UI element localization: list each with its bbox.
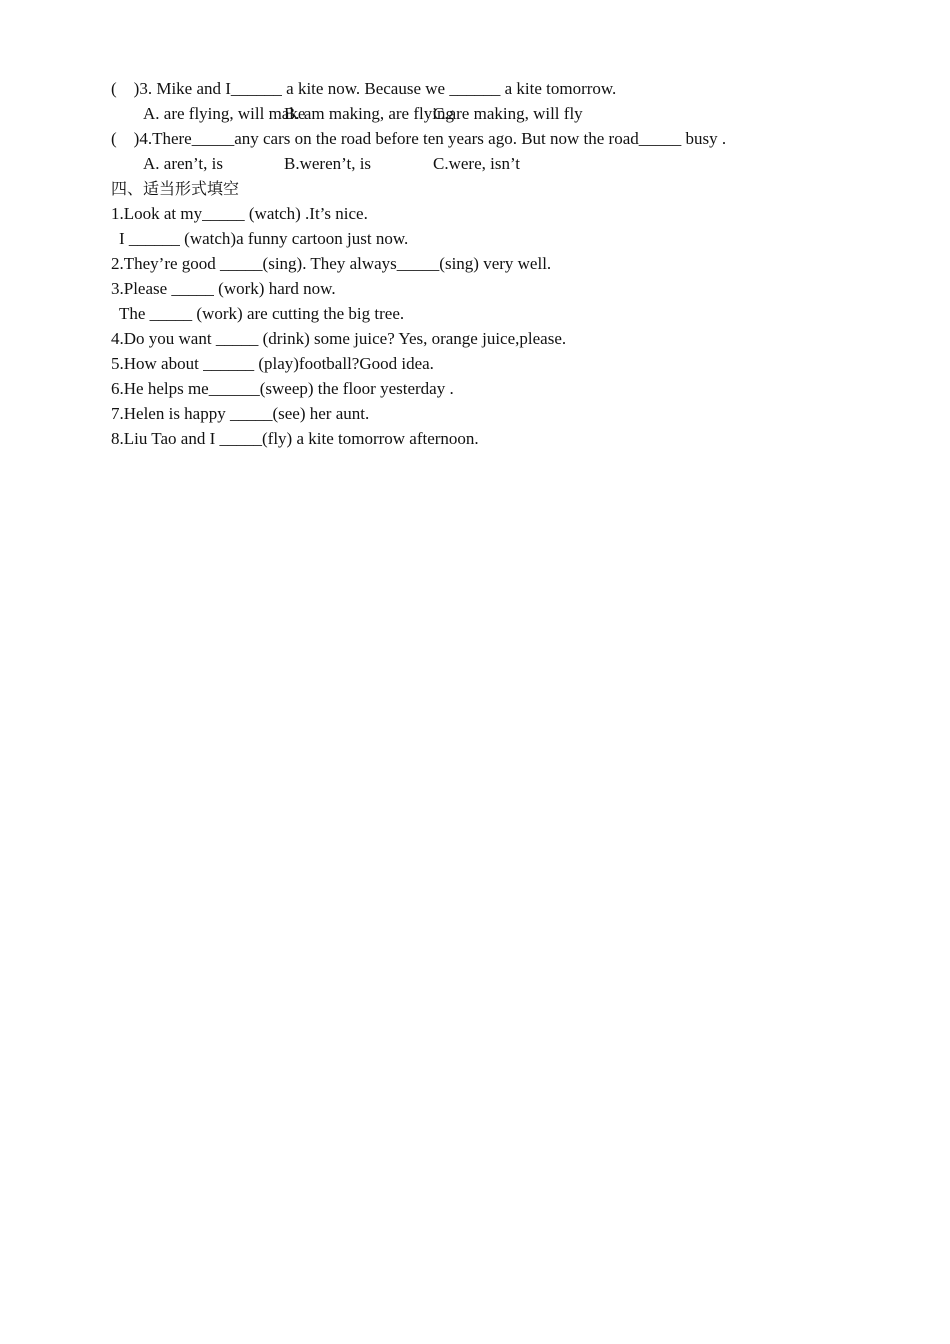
fill-item-4: 4.Do you want _____ (drink) some juice? Yes, orange juice,please. [111, 329, 567, 348]
option-c: C.were, isn’t [433, 154, 521, 173]
section-four-title: 四、适当形式填空 [111, 179, 240, 198]
option-a: A. are flying, will make [143, 104, 306, 123]
fill-item-3b: The _____ (work) are cutting the big tree. [119, 304, 405, 323]
fill-item-2: 2.They’re good _____(sing). They always_____(sing) very well. [111, 254, 552, 273]
option-b: B.weren’t, is [284, 154, 372, 173]
fill-item-6: 6.He helps me______(sweep) the floor yesterday . [111, 379, 454, 398]
fill-item-1: 1.Look at my_____ (watch) .It’s nice. [111, 204, 368, 223]
fill-item-5: 5.How about ______ (play)football?Good idea. [111, 354, 434, 373]
question-3-options [111, 101, 831, 126]
fill-item-3: 3.Please _____ (work) hard now. [111, 279, 336, 298]
option-b: B. am making, are flying [284, 104, 454, 123]
worksheet-content [111, 76, 831, 451]
fill-item-1b: I ______ (watch)a funny cartoon just now. [119, 229, 409, 248]
fill-item-7: 7.Helen is happy _____(see) her aunt. [111, 404, 370, 423]
fill-item-8: 8.Liu Tao and I _____(fly) a kite tomorrow afternoon. [111, 429, 479, 448]
option-a: A. aren’t, is [143, 154, 223, 173]
question-4: ( )4.There_____any cars on the road before ten years ago. But now the road_____ busy . [111, 129, 727, 148]
option-c: C.are making, will fly [433, 104, 583, 123]
question-4-options [111, 151, 831, 176]
question-3: ( )3. Mike and I______ a kite now. Because we ______ a kite tomorrow. [111, 79, 617, 98]
